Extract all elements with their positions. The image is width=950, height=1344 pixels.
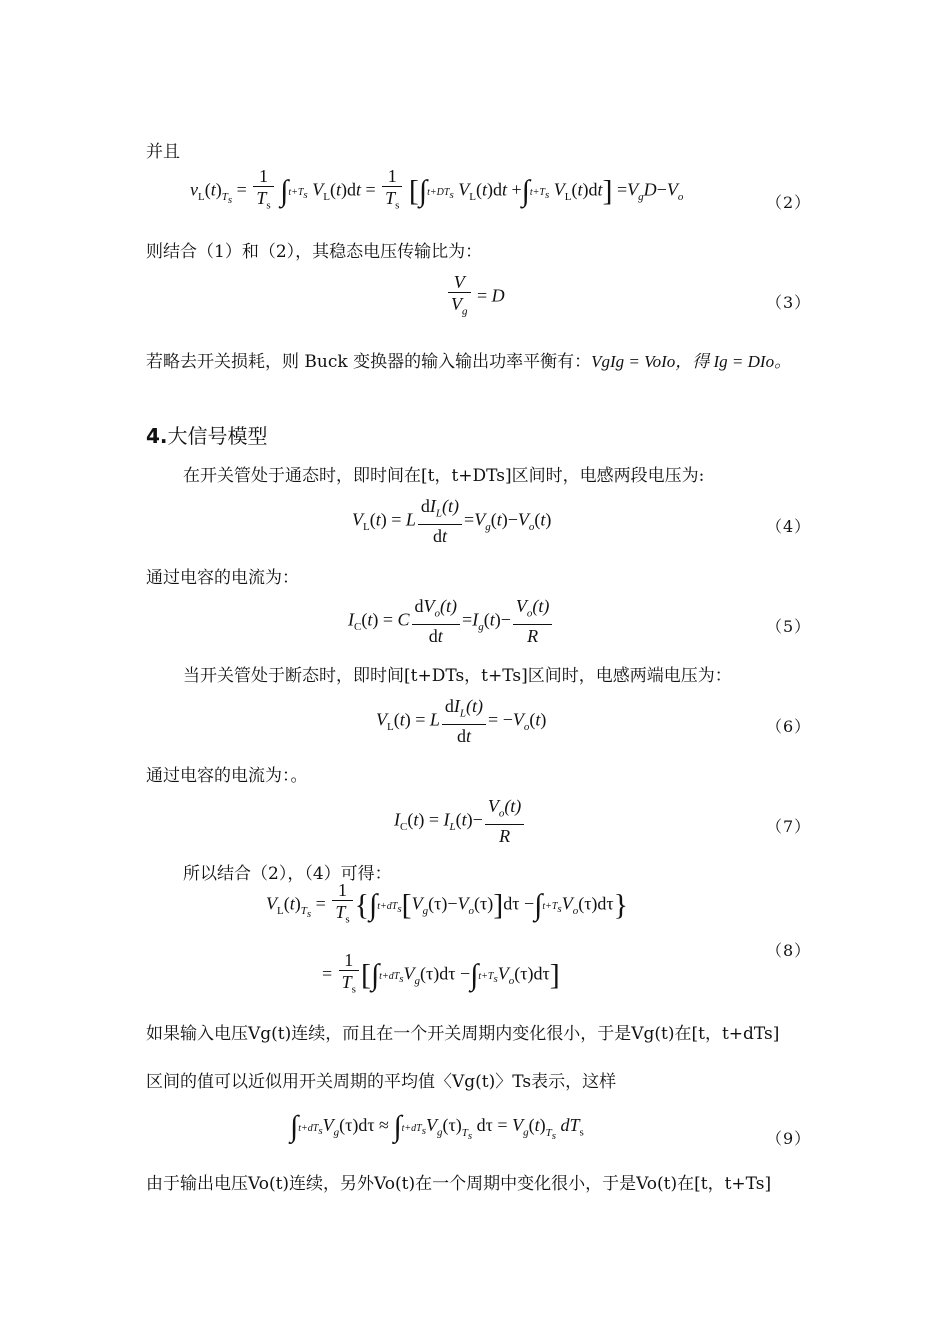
paragraph-interval-average: 区间的值可以近似用开关周期的平均值〈Vg(t)〉Ts表示，这样 [146, 1072, 617, 1092]
power-balance-math: VgIg = VoIo，得 Ig = DIo。 [591, 352, 792, 371]
equation-number-3: （3） [766, 293, 812, 312]
equation-8-line-1: $V_L(t)_{T_s}$ = $\frac{1}{T_s}$ $\{\int t+dT_s[V_g(\tau)-V_o(\tau)]d\tau -\int t+T_sV_o(\tau)d\tau\}$ [266, 880, 628, 931]
equation-9: $\int t+dT_sV_g(\tau)d\tau \approx \int t+dT_sV_g(\tau)_{T_s}$ $d\tau = V_g(t)_{T_s}$ $dT_s$ [290, 1110, 584, 1143]
paragraph-capacitor-current-2: 通过电容的电流为：。 [146, 766, 308, 786]
equation-6: $V_L(t) = L$ $\frac{dI_L(t)}{dt}$ = $-V_o(t)$ [376, 696, 547, 746]
paragraph-combine: 则结合（1）和（2），其稳态电压传输比为： [146, 242, 483, 262]
paragraph-power-balance [146, 350, 816, 374]
paragraph-and: 并且 [146, 142, 180, 162]
equation-7: $I_C(t) = I_L(t)-$ $\frac{V_o(t)}{R}$ [394, 796, 526, 847]
paragraph-on-state: 在开关管处于通态时，即时间在[t，t+DTs]区间时，电感两段电压为: [183, 466, 705, 486]
paragraph-output-voltage: 由于输出电压Vo(t)连续，另外Vo(t)在一个周期中变化很小，于是Vo(t)在[t，t+Ts] [146, 1174, 772, 1194]
equation-number-2: （2） [766, 193, 812, 212]
equation-3: $\frac{V}{V_g}$ = D [446, 272, 505, 323]
paragraph-capacitor-current-1: 通过电容的电流为： [146, 568, 299, 588]
equation-4: $V_L(t) = L$ $\frac{dI_L(t)}{dt}$ $=V_g(t)-V_o(t)$ [352, 496, 552, 546]
section-title: 大信号模型 [167, 424, 268, 448]
equation-8-line-2: = $\frac{1}{T_s}$ $[\int t+dT_sV_g(\tau)d\tau -\int t+T_sV_o(\tau)d\tau]$ [322, 950, 560, 1001]
equation-2: $v_L(t)_{T_s}$ = $\frac{1}{T_s}$ $\int t+T_s$ $V_L(t)dt$ = $\frac{1}{T_s}$ [$\int t+DT_s$ $V_L(t)dt +\int t+T_s$ $V_L(t)dt] =V_gD-V_o$ [190, 166, 683, 217]
paragraph-off-state: 当开关管处于断态时，即时间[t+DTs，t+Ts]区间时，电感两端电压为： [183, 666, 732, 686]
section-number: 4. [146, 424, 168, 448]
equation-number-8: （8） [766, 941, 812, 960]
paragraph-therefore: 所以结合（2），（4）可得： [183, 864, 392, 884]
equation-number-7: （7） [766, 817, 812, 836]
equation-number-6: （6） [766, 717, 812, 736]
equation-number-4: （4） [766, 517, 812, 536]
section-heading [146, 422, 268, 450]
paragraph-input-voltage: 如果输入电压Vg(t)连续，而且在一个开关周期内变化很小，于是Vg(t)在[t，t+dTs] [146, 1024, 780, 1044]
equation-number-5: （5） [766, 617, 812, 636]
power-balance-text: 若略去开关损耗，则 Buck 变换器的输入输出功率平衡有： [146, 352, 592, 372]
equation-number-9: （9） [766, 1129, 812, 1148]
equation-5: $I_C(t) = C$ $\frac{dV_o(t)}{dt}$ $=I_g(t)-$ $\frac{V_o(t)}{R}$ [348, 596, 554, 647]
